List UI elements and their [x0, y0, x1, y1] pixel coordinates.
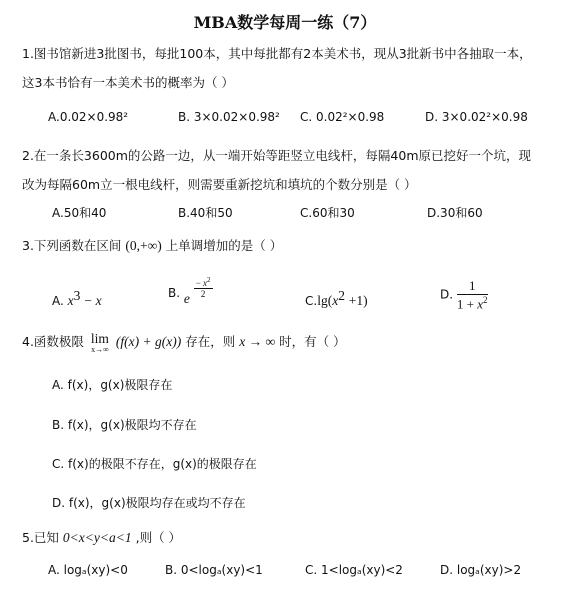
q5-stem-pre: 5.已知	[22, 530, 59, 545]
q2-option-d: D.30和60	[427, 206, 483, 220]
q4-option-a: A. f(x)，g(x)极限存在	[52, 378, 173, 392]
q2-stem-line1: 2.在一条长3600m的公路一边，从一端开始等距竖立电线杆，每隔40m原已挖好一个坑，现	[22, 148, 531, 163]
q2-option-a: A.50和40	[52, 206, 107, 220]
q4-lim: lim	[90, 331, 109, 346]
q3-stem-post: 上单调增加的是（ ）	[165, 238, 283, 253]
q1-option-d: D. 3×0.02²×0.98	[425, 110, 528, 124]
q5-option-b: B. 0<logₐ(xy)<1	[165, 563, 263, 577]
q4-option-c: C. f(x)的极限不存在，g(x)的极限存在	[52, 457, 257, 471]
q4-stem-pre: 4.函数极限	[22, 334, 84, 349]
q3-option-d: D. $\frac{1}{1 + x^2}$	[440, 278, 488, 312]
q2-stem-line2: 改为每隔60m立一根电线杆，则需要重新挖坑和填坑的个数分别是（ ）	[22, 177, 417, 192]
q3-stem-pre: 3.下列函数在区间	[22, 238, 122, 253]
q5-stem-post: ,则（ ）	[135, 530, 182, 545]
q5-stem	[22, 528, 181, 546]
q3-option-a: A. $x^3 - x$	[52, 288, 102, 308]
q4-cond: x → ∞	[239, 334, 276, 349]
q1-option-c: C. 0.02²×0.98	[300, 110, 385, 124]
q4-stem	[22, 332, 346, 354]
q3-option-b: B. e $\frac{- x^2}{2}$	[168, 276, 211, 306]
q5-option-c: C. 1<logₐ(xy)<2	[305, 563, 403, 577]
q5-option-d: D. logₐ(xy)>2	[440, 563, 522, 577]
q4-option-b: B. f(x)，g(x)极限均不存在	[52, 418, 197, 432]
q1-stem-line1: 1.图书馆新进3批图书，每批100本，其中每批都有2本美术书，现从3批新书中各抽取一本，	[22, 46, 532, 61]
q1-option-a: A.0.02×0.98²	[48, 110, 129, 124]
q4-expr: (f(x) + g(x))	[115, 334, 182, 349]
q3-option-c: $C.\lg(x^2 +1)$	[305, 288, 368, 308]
q1-option-b: B. 3×0.02×0.98²	[178, 110, 280, 124]
q5-cond: 0<x<y<a<1	[62, 530, 132, 545]
q3-stem	[22, 236, 282, 254]
q4-stem-mid: 存在，则	[185, 334, 236, 349]
q4-option-d: D. f(x)，g(x)极限均存在或均不存在	[52, 496, 246, 510]
q2-option-c: C.60和30	[300, 206, 355, 220]
q3-interval: (0,+∞)	[125, 238, 162, 253]
q4-lim-sub: x→∞	[91, 345, 109, 354]
page-title: MBA数学每周一练（7）	[193, 13, 377, 32]
q4-stem-post: 时，有（ ）	[279, 334, 346, 349]
q2-option-b: B.40和50	[178, 206, 233, 220]
q1-stem-line2: 这3本书恰有一本美术书的概率为（ ）	[22, 75, 234, 90]
q5-option-a: A. logₐ(xy)<0	[48, 563, 128, 577]
